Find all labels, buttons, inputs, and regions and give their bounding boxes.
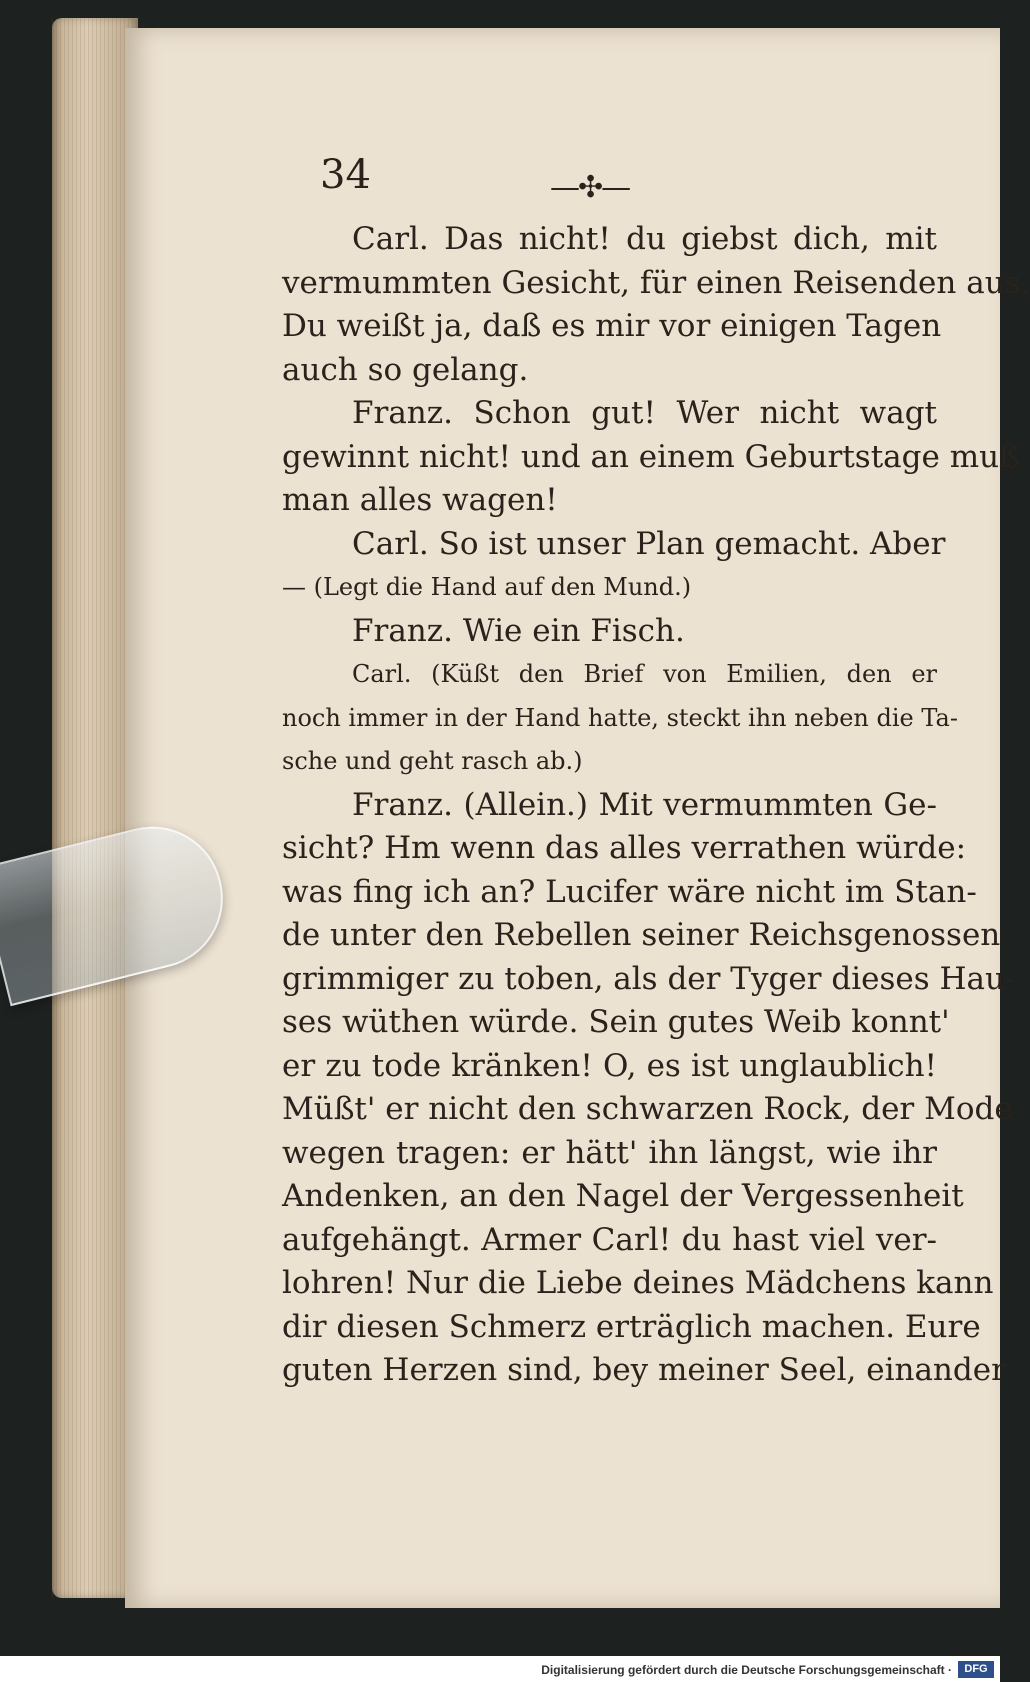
footer-credit: Digitalisierung gefördert durch die Deutsche Forschungsgemeinschaft ·: [541, 1663, 952, 1677]
page-number: 34: [320, 152, 371, 198]
text-line: man alles wagen!: [282, 482, 558, 518]
text-line: dir diesen Schmerz erträglich machen. Eure: [282, 1308, 981, 1345]
text-line: er zu tode kränken! O, es ist unglaublich!: [282, 1047, 937, 1084]
text-line: de unter den Rebellen seiner Reichsgenossen: [282, 917, 1001, 953]
header-ornament: —✣—: [550, 170, 630, 205]
dfg-logo: DFG: [958, 1661, 994, 1678]
text-line: aufgehängt. Armer Carl! du hast viel ver-: [282, 1221, 937, 1258]
text-line: auch so gelang.: [282, 351, 529, 388]
text-line: grimmiger zu toben, als der Tyger dieses Hau-: [282, 960, 1016, 997]
text-line: lohren! Nur die Liebe deines Mädchens kann: [282, 1265, 994, 1301]
text-line: Carl. So ist unser Plan gemacht. Aber: [352, 525, 946, 562]
text-line: wegen tragen: er hätt' ihn längst, wie ihr: [282, 1134, 937, 1171]
text-line: Andenken, an den Nagel der Vergessenheit: [282, 1178, 964, 1214]
text-line: Du weißt ja, daß es mir vor einigen Tagen: [282, 308, 942, 344]
text-line: Carl. Das nicht! du giebst dich, mit: [352, 221, 937, 257]
text-line: Franz. (Allein.) Mit vermummten Ge-: [352, 786, 937, 823]
stage-direction-line: sche und geht rasch ab.): [282, 747, 583, 775]
text-line: Franz. Schon gut! Wer nicht wagt: [352, 395, 937, 431]
stage-direction-line: — (Legt die Hand auf den Mund.): [282, 573, 692, 601]
stage-direction-line: Carl. (Küßt den Brief von Emilien, den er: [352, 660, 937, 688]
text-line: Franz. Wie ein Fisch.: [352, 612, 685, 649]
text-line: gewinnt nicht! und an einem Geburtstage muß: [282, 438, 1020, 475]
page-text: [282, 218, 1030, 1393]
page-header: [320, 152, 680, 205]
footer-bar: [0, 1656, 1000, 1682]
text-line: guten Herzen sind, bey meiner Seel, einander: [282, 1352, 1006, 1388]
text-line: was fing ich an? Lucifer wäre nicht im Stan-: [282, 873, 977, 910]
text-line: vermummten Gesicht, für einen Reisenden aus.: [282, 264, 1030, 301]
text-line: ses wüthen würde. Sein gutes Weib konnt': [282, 1004, 950, 1040]
text-line: Müßt' er nicht den schwarzen Rock, der Mode: [282, 1091, 1013, 1127]
text-line: sicht? Hm wenn das alles verrathen würde:: [282, 830, 967, 866]
stage-direction-line: noch immer in der Hand hatte, steckt ihn neben die Ta-: [282, 703, 958, 732]
